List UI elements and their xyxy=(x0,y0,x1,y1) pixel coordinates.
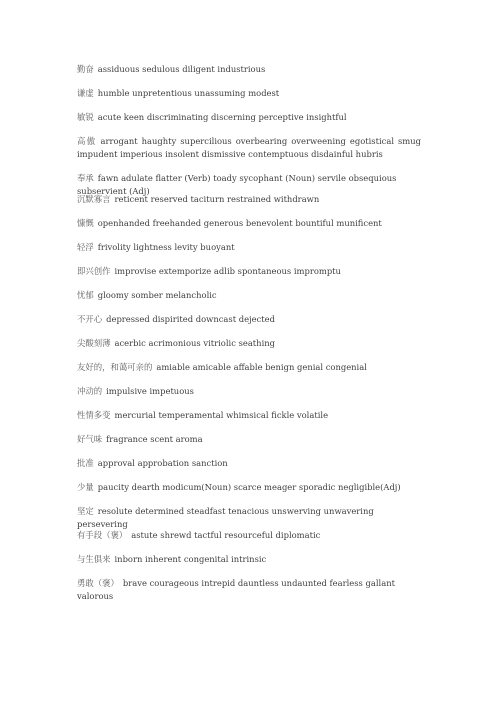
entry-english: mercurial temperamental whimsical fickle volatile xyxy=(114,410,329,420)
vocab-entry-arrogant xyxy=(77,135,421,161)
entry-english: fawn adulate flatter (Verb) toady sycophant (Noun) servile obsequious subservient (Adj) xyxy=(77,173,397,196)
vocab-entry-modest xyxy=(77,87,421,100)
vocab-entry-impulsive xyxy=(77,385,421,398)
entry-english: humble unpretentious unassuming modest xyxy=(97,88,280,98)
entry-english: fragrance scent aroma xyxy=(106,434,203,444)
entry-chinese: 敏锐 xyxy=(77,112,94,122)
entry-chinese: 好气味 xyxy=(77,434,103,444)
entry-chinese: 友好的，和蔼可亲的 xyxy=(77,362,153,372)
entry-english: inborn inherent congenital intrinsic xyxy=(114,554,267,564)
entry-chinese: 少量 xyxy=(77,482,94,492)
vocab-entry-approval xyxy=(77,457,421,470)
entry-chinese: 不开心 xyxy=(77,314,103,324)
entry-chinese: 即兴创作 xyxy=(77,266,111,276)
entry-chinese: 勇敢（褒） xyxy=(77,578,119,588)
vocab-entry-resolute xyxy=(77,505,421,531)
entry-chinese: 谦虚 xyxy=(77,88,94,98)
entry-english: gloomy somber melancholic xyxy=(97,290,217,300)
vocab-entry-frivolity xyxy=(77,241,421,254)
entry-chinese: 批准 xyxy=(77,458,94,468)
entry-chinese: 与生俱来 xyxy=(77,554,111,564)
vocab-entry-acerbic xyxy=(77,337,421,350)
entry-english: assiduous sedulous diligent industrious xyxy=(97,64,266,74)
entry-chinese: 沉默寡言 xyxy=(77,194,111,204)
entry-english: amiable amicable affable benign genial congenial xyxy=(156,362,367,372)
vocab-entry-fragrance xyxy=(77,433,421,446)
vocab-entry-reticent xyxy=(77,193,421,206)
entry-english: arrogant haughty supercilious overbearing overweening egotistical smug impudent imperious insolent dismissive contemptuous disdainful hubris xyxy=(77,136,421,159)
vocab-entry-amiable xyxy=(77,361,421,374)
entry-chinese: 坚定 xyxy=(77,506,94,516)
vocab-entry-mercurial xyxy=(77,409,421,422)
entry-english: brave courageous intrepid dauntless undaunted fearless gallant valorous xyxy=(77,578,395,601)
vocab-entry-paucity xyxy=(77,481,421,494)
entry-english: acute keen discriminating discerning perceptive insightful xyxy=(97,112,347,122)
entry-english: paucity dearth modicum(Noun) scarce meager sporadic negligible(Adj) xyxy=(97,482,401,492)
entry-chinese: 奉承 xyxy=(77,173,94,183)
entry-english: astute shrewd tactful resourceful diplomatic xyxy=(131,530,321,540)
vocab-entry-brave xyxy=(77,577,421,603)
entry-chinese: 高傲 xyxy=(77,136,97,146)
vocab-entry-depressed xyxy=(77,313,421,326)
entry-english: openhanded freehanded generous benevolent bountiful munificent xyxy=(97,218,382,228)
vocab-entry-gloomy xyxy=(77,289,421,302)
entry-chinese: 忧郁 xyxy=(77,290,94,300)
vocab-entry-astute xyxy=(77,529,421,542)
vocab-entry-diligent xyxy=(77,63,421,76)
entry-english: acerbic acrimonious vitriolic seathing xyxy=(114,338,276,348)
entry-english: resolute determined steadfast tenacious unswerving unwavering persevering xyxy=(77,506,374,529)
entry-chinese: 冲动的 xyxy=(77,386,103,396)
entry-chinese: 性情多变 xyxy=(77,410,111,420)
entry-english: approval approbation sanction xyxy=(97,458,228,468)
entry-chinese: 勤奋 xyxy=(77,64,94,74)
entry-english: impulsive impetuous xyxy=(106,386,194,396)
entry-english: frivolity lightness levity buoyant xyxy=(97,242,235,252)
vocab-entry-improvise xyxy=(77,265,421,278)
entry-chinese: 有手段（褒） xyxy=(77,530,128,540)
vocab-entry-generous xyxy=(77,217,421,230)
entry-chinese: 慷慨 xyxy=(77,218,94,228)
entry-chinese: 尖酸刻薄 xyxy=(77,338,111,348)
vocab-entry-keen xyxy=(77,111,421,124)
entry-english: reticent reserved taciturn restrained withdrawn xyxy=(114,194,320,204)
entry-english: improvise extemporize adlib spontaneous impromptu xyxy=(114,266,341,276)
vocab-entry-inborn xyxy=(77,553,421,566)
entry-chinese: 轻浮 xyxy=(77,242,94,252)
entry-english: depressed dispirited downcast dejected xyxy=(106,314,275,324)
